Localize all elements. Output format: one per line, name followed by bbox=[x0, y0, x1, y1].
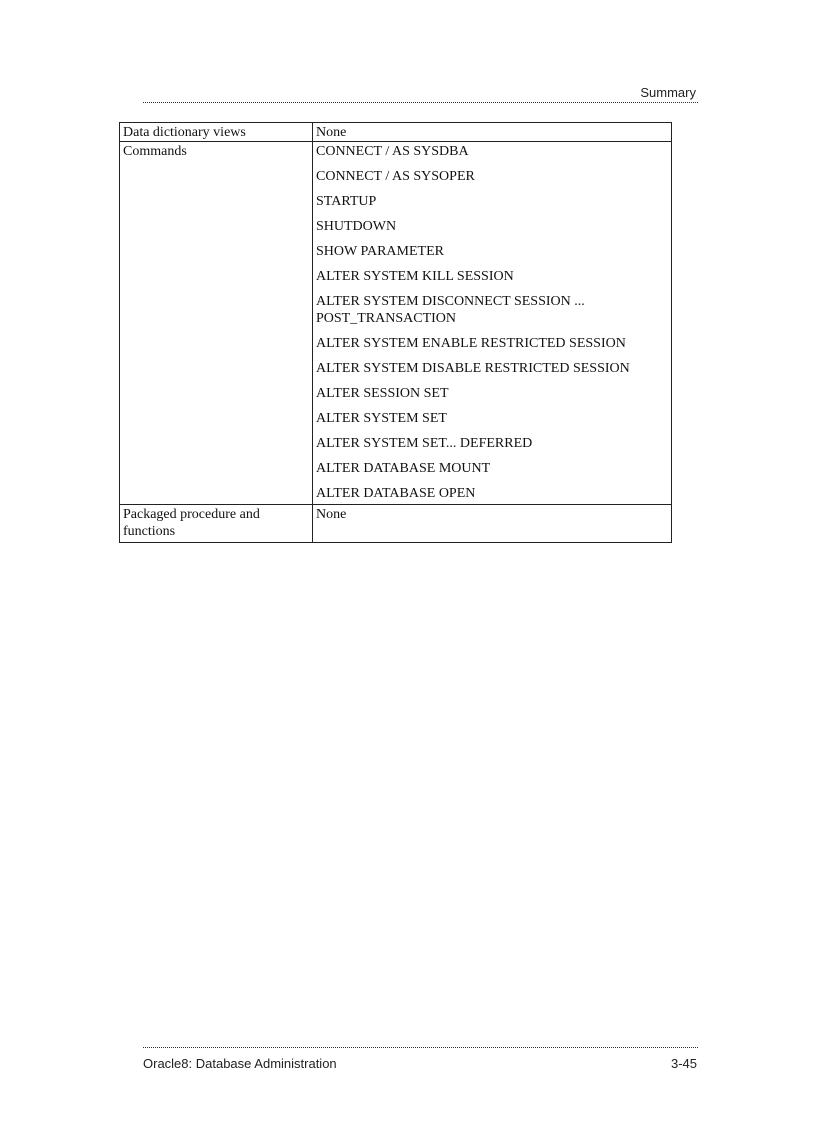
command-item: ALTER SESSION SET bbox=[316, 386, 449, 401]
command-item bbox=[316, 293, 668, 335]
command-item: CONNECT / AS SYSOPER bbox=[316, 169, 475, 184]
table-row bbox=[120, 123, 672, 142]
row-value: None bbox=[313, 123, 672, 142]
row-label: Data dictionary views bbox=[120, 123, 313, 142]
row-label-line: functions bbox=[123, 524, 176, 539]
command-item: ALTER SYSTEM ENABLE RESTRICTED SESSION bbox=[316, 336, 626, 351]
command-continuation: POST_TRANSACTION bbox=[316, 311, 457, 326]
command-item: SHUTDOWN bbox=[316, 219, 397, 234]
commands-cell bbox=[313, 142, 672, 505]
command-item: STARTUP bbox=[316, 194, 377, 209]
row-label: Commands bbox=[120, 142, 313, 505]
footer-rule bbox=[143, 1047, 698, 1048]
command-item: SHOW PARAMETER bbox=[316, 244, 444, 259]
command-item: ALTER DATABASE MOUNT bbox=[316, 461, 491, 476]
command-line: ALTER SYSTEM DISCONNECT SESSION ... bbox=[316, 294, 585, 309]
command-item: ALTER SYSTEM KILL SESSION bbox=[316, 269, 514, 284]
row-label bbox=[120, 505, 313, 543]
header-rule bbox=[143, 102, 698, 103]
command-item: CONNECT / AS SYSDBA bbox=[316, 144, 469, 159]
command-item: ALTER SYSTEM SET bbox=[316, 411, 447, 426]
summary-table bbox=[119, 122, 672, 543]
row-value: None bbox=[313, 505, 672, 543]
command-item: ALTER DATABASE OPEN bbox=[316, 486, 476, 501]
footer-page-number: 3-45 bbox=[670, 1056, 697, 1071]
command-item: ALTER SYSTEM SET... DEFERRED bbox=[316, 436, 533, 451]
table-row bbox=[120, 142, 672, 505]
section-header: Summary bbox=[640, 85, 696, 100]
row-label-line: Packaged procedure and bbox=[123, 507, 260, 522]
command-item: ALTER SYSTEM DISABLE RESTRICTED SESSION bbox=[316, 361, 630, 376]
footer-book-title: Oracle8: Database Administration bbox=[143, 1056, 337, 1071]
table-row bbox=[120, 505, 672, 543]
